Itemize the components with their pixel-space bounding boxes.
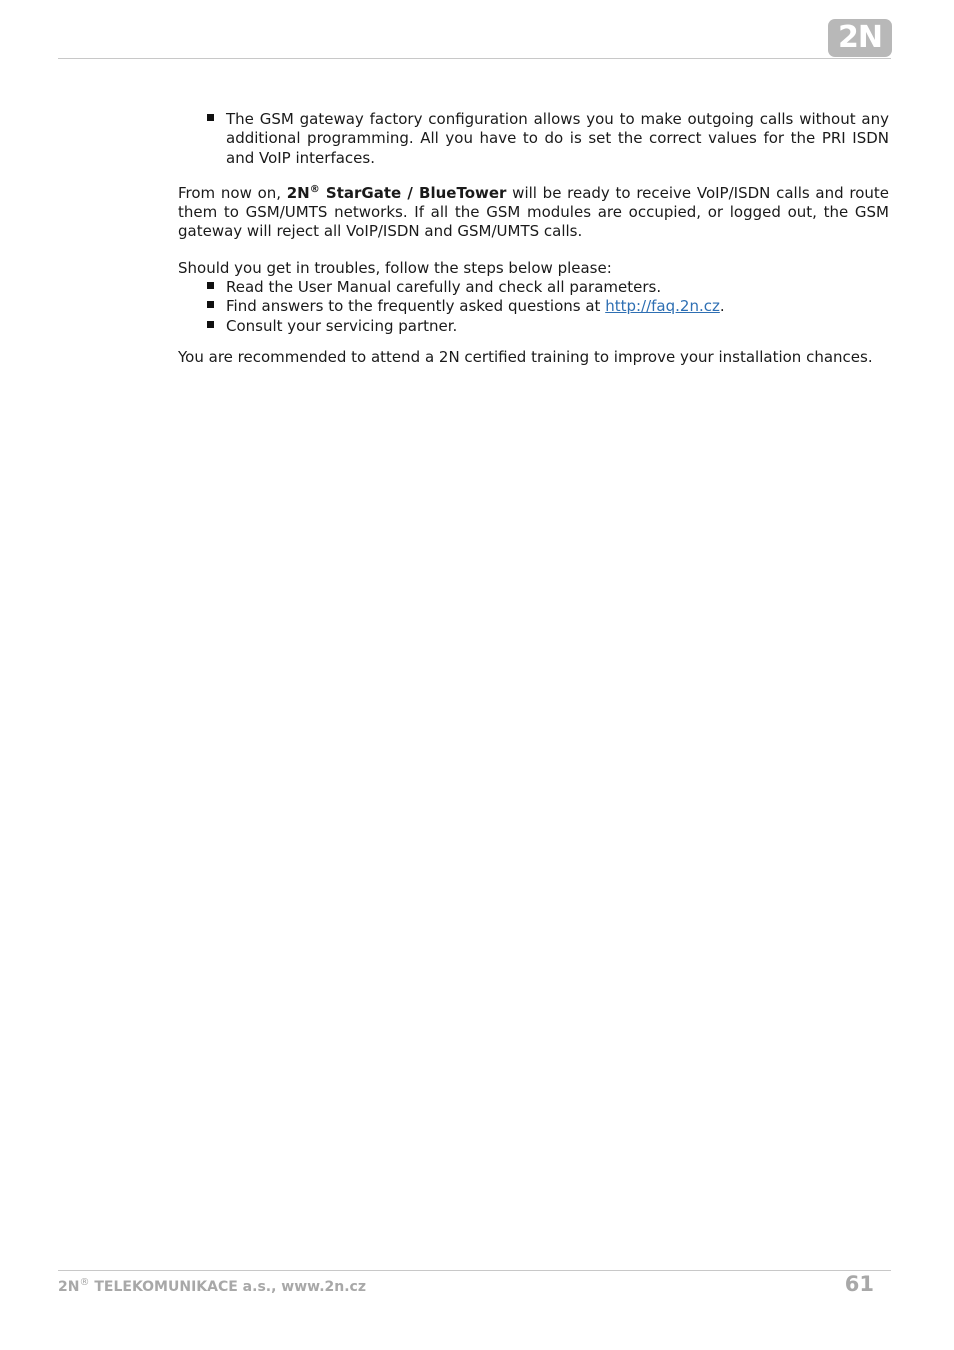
bullet-square-icon	[207, 282, 214, 289]
list-item: Read the User Manual carefully and check all parameters.	[226, 278, 889, 297]
list-item: Consult your servicing partner.	[226, 317, 889, 336]
intro-bullet-list	[178, 110, 889, 168]
paragraph-training: You are recommended to attend a 2N certified training to improve your installation chances.	[178, 347, 873, 366]
bullet-square-icon	[207, 321, 214, 328]
paragraph-ready: From now on, 2N® StarGate / BlueTower will be ready to receive VoIP/ISDN calls and route them to GSM/UMTS networks. If all the GSM modules are occupied, or logged out, the GSM gateway will reject all VoIP/ISDN and GSM/UMTS calls.	[178, 183, 889, 241]
header-rule	[58, 58, 891, 59]
page-content	[178, 110, 889, 367]
list-item: The GSM gateway factory configuration allows you to make outgoing calls without any additional programming. All you have to do is set the correct values for the PRI ISDN and VoIP interfaces.	[226, 110, 889, 168]
bullet-square-icon	[207, 114, 214, 121]
bullet-square-icon	[207, 301, 214, 308]
brand-name: 2N® StarGate / BlueTower	[286, 183, 507, 202]
page-number: 61	[844, 1272, 874, 1296]
footer-company: 2N® TELEKOMUNIKACE a.s., www.2n.cz	[58, 1277, 366, 1295]
faq-link[interactable]: http://faq.2n.cz	[605, 297, 720, 316]
list-item: Find answers to the frequently asked questions at http://faq.2n.cz.	[226, 297, 889, 316]
trouble-bullet-list	[178, 278, 889, 336]
footer-rule	[58, 1270, 891, 1271]
2n-logo: 2N	[828, 19, 892, 57]
paragraph-troubles: Should you get in troubles, follow the steps below please:	[178, 258, 612, 277]
